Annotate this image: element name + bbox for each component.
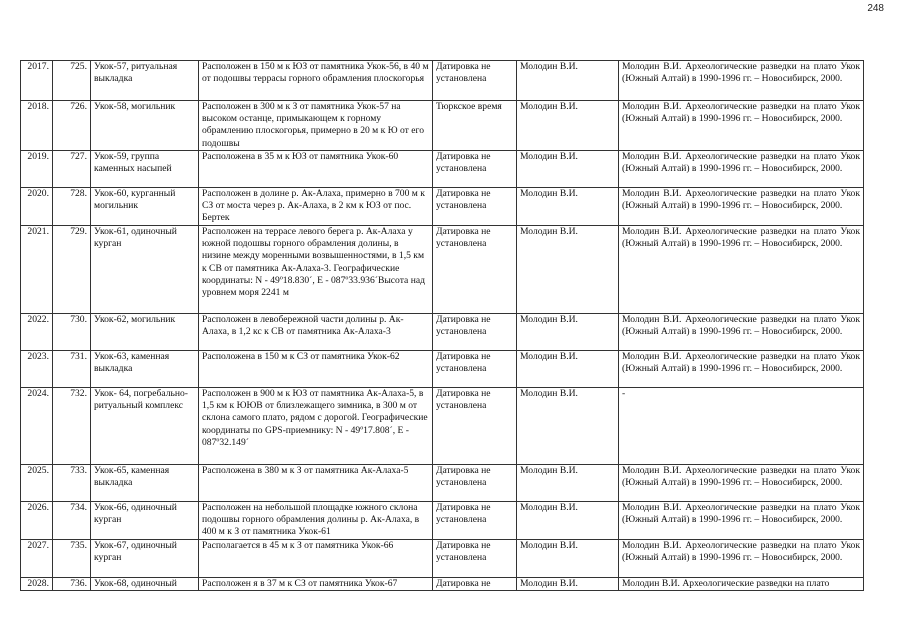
sub-number-cell: 729. (53, 226, 91, 314)
location-description-cell: Расположен в 150 м к ЮЗ от памятника Укок-56, в 40 м от подошвы террасы горного обрамления плоскогорья (199, 61, 433, 101)
row-number-cell: 2022. (21, 314, 53, 351)
table-row (21, 314, 864, 351)
location-description-cell: Расположен в долине р. Ак-Алаха, примерно в 700 м к СЗ от моста через р. Ак-Алаха, в 2 км к ЮЗ от пос. Бертек (199, 188, 433, 226)
monument-name-cell: Укок-61, одиночный курган (91, 226, 199, 314)
researcher-cell: Молодин В.И. (517, 540, 619, 578)
dating-cell: Датировка не (433, 578, 517, 591)
row-number-cell: 2025. (21, 465, 53, 502)
row-number-cell: 2018. (21, 101, 53, 151)
sub-number-cell: 731. (53, 351, 91, 388)
literature-reference-cell: Молодин В.И. Археологические разведки на плато Укок (Южный Алтай) в 1990-1996 гг. – Новосибирск, 2000. (619, 351, 864, 388)
dating-cell: Датировка не установлена (433, 351, 517, 388)
researcher-cell: Молодин В.И. (517, 61, 619, 101)
table-row (21, 388, 864, 465)
monument-name-cell: Укок-62, могильник (91, 314, 199, 351)
sub-number-cell: 733. (53, 465, 91, 502)
row-number-cell: 2019. (21, 151, 53, 188)
table-row (21, 351, 864, 388)
table-row (21, 465, 864, 502)
location-description-cell: Расположена в 35 м к ЮЗ от памятника Укок-60 (199, 151, 433, 188)
dating-cell: Датировка не установлена (433, 388, 517, 465)
table-body (21, 61, 864, 591)
row-number-cell: 2027. (21, 540, 53, 578)
monument-name-cell: Укок-67, одиночный курган (91, 540, 199, 578)
location-description-cell: Расположен в левобережной части долины р. Ак-Алаха, в 1,2 кс к СВ от памятника Ак-Алаха-3 (199, 314, 433, 351)
literature-reference-cell: Молодин В.И. Археологические разведки на плато Укок (Южный Алтай) в 1990-1996 гг. – Новосибирск, 2000. (619, 314, 864, 351)
monument-name-cell: Укок-63, каменная выкладка (91, 351, 199, 388)
dating-cell: Датировка не установлена (433, 188, 517, 226)
dating-cell: Тюркское время (433, 101, 517, 151)
row-number-cell: 2024. (21, 388, 53, 465)
literature-reference-cell: Молодин В.И. Археологические разведки на плато Укок (Южный Алтай) в 1990-1996 гг. – Новосибирск, 2000. (619, 151, 864, 188)
sub-number-cell: 726. (53, 101, 91, 151)
location-description-cell: Расположен в 300 м к З от памятника Укок-57 на высоком останце, примыкающем к горному обрамлению плоскогорья, примерно в 20 м к Ю от его подошвы (199, 101, 433, 151)
dating-cell: Датировка не установлена (433, 502, 517, 540)
location-description-cell: Расположена в 380 м к З от памятника Ак-Алаха-5 (199, 465, 433, 502)
location-description-cell: Расположен я в 37 м к СЗ от памятника Укок-67 (199, 578, 433, 591)
page-number: 248 (867, 3, 884, 14)
literature-reference-cell: Молодин В.И. Археологические разведки на плато Укок (Южный Алтай) в 1990-1996 гг. – Новосибирск, 2000. (619, 226, 864, 314)
sub-number-cell: 727. (53, 151, 91, 188)
sub-number-cell: 735. (53, 540, 91, 578)
literature-reference-cell: Молодин В.И. Археологические разведки на плато Укок (Южный Алтай) в 1990-1996 гг. – Новосибирск, 2000. (619, 502, 864, 540)
row-number-cell: 2028. (21, 578, 53, 591)
dating-cell: Датировка не установлена (433, 226, 517, 314)
table-row (21, 578, 864, 591)
dating-cell: Датировка не установлена (433, 540, 517, 578)
monument-name-cell: Укок-68, одиночный (91, 578, 199, 591)
sub-number-cell: 736. (53, 578, 91, 591)
sub-number-cell: 725. (53, 61, 91, 101)
location-description-cell: Расположен на небольшой площадке южного склона подошвы горного обрамления долины р. Ак-Алаха, в 400 м к З от памятника Укок-61 (199, 502, 433, 540)
literature-reference-cell: Молодин В.И. Археологические разведки на плато Укок (Южный Алтай) в 1990-1996 гг. – Новосибирск, 2000. (619, 188, 864, 226)
location-description-cell: Располагается в 45 м к З от памятника Укок-66 (199, 540, 433, 578)
table-row (21, 151, 864, 188)
dating-cell: Датировка не установлена (433, 314, 517, 351)
researcher-cell: Молодин В.И. (517, 101, 619, 151)
sub-number-cell: 730. (53, 314, 91, 351)
monument-name-cell: Укок-59, группа каменных насыпей (91, 151, 199, 188)
dating-cell: Датировка не установлена (433, 61, 517, 101)
researcher-cell: Молодин В.И. (517, 351, 619, 388)
row-number-cell: 2020. (21, 188, 53, 226)
dating-cell: Датировка не установлена (433, 151, 517, 188)
row-number-cell: 2021. (21, 226, 53, 314)
table-row (21, 101, 864, 151)
table-row (21, 61, 864, 101)
monument-name-cell: Укок-58, могильник (91, 101, 199, 151)
researcher-cell: Молодин В.И. (517, 502, 619, 540)
location-description-cell: Расположен в 900 м к ЮЗ от памятника Ак-Алаха-5, в 1,5 км к ЮЮВ от близлежащего зимника, в 300 м от склона самого плато, рядом с дорогой. Географические координаты по GPS-приемнику: N - 49º17.808´, E - 087º32.149´ (199, 388, 433, 465)
monuments-table (20, 60, 864, 591)
dating-cell: Датировка не установлена (433, 465, 517, 502)
table-row (21, 540, 864, 578)
researcher-cell: Молодин В.И. (517, 151, 619, 188)
sub-number-cell: 728. (53, 188, 91, 226)
location-description-cell: Расположен на террасе левого берега р. Ак-Алаха у южной подошвы горного обрамления долины, в низине между моренными возвышенностями, в 1,5 км к СВ от памятника Ак-Алаха-3. Географические координаты: N - 49º18.830´, E - 087º33.936´Высота над уровнем моря 2241 м (199, 226, 433, 314)
row-number-cell: 2023. (21, 351, 53, 388)
researcher-cell: Молодин В.И. (517, 388, 619, 465)
literature-reference-cell: Молодин В.И. Археологические разведки на плато Укок (Южный Алтай) в 1990-1996 гг. – Новосибирск, 2000. (619, 101, 864, 151)
researcher-cell: Молодин В.И. (517, 314, 619, 351)
row-number-cell: 2026. (21, 502, 53, 540)
location-description-cell: Расположена в 150 м к СЗ от памятника Укок-62 (199, 351, 433, 388)
table-row (21, 188, 864, 226)
row-number-cell: 2017. (21, 61, 53, 101)
monument-name-cell: Укок-60, курганный могильник (91, 188, 199, 226)
monument-name-cell: Укок-57, ритуальная выкладка (91, 61, 199, 101)
literature-reference-cell: Молодин В.И. Археологические разведки на плато Укок (Южный Алтай) в 1990-1996 гг. – Новосибирск, 2000. (619, 465, 864, 502)
literature-reference-cell: Молодин В.И. Археологические разведки на плато Укок (Южный Алтай) в 1990-1996 гг. – Новосибирск, 2000. (619, 540, 864, 578)
monument-name-cell: Укок-65, каменная выкладка (91, 465, 199, 502)
researcher-cell: Молодин В.И. (517, 226, 619, 314)
sub-number-cell: 732. (53, 388, 91, 465)
table-row (21, 226, 864, 314)
researcher-cell: Молодин В.И. (517, 578, 619, 591)
sub-number-cell: 734. (53, 502, 91, 540)
researcher-cell: Молодин В.И. (517, 465, 619, 502)
monument-name-cell: Укок- 64, погребально-ритуальный комплекс (91, 388, 199, 465)
monument-name-cell: Укок-66, одиночный курган (91, 502, 199, 540)
literature-reference-cell: Молодин В.И. Археологические разведки на плато Укок (Южный Алтай) в 1990-1996 гг. – Новосибирск, 2000. (619, 61, 864, 101)
literature-reference-cell: - (619, 388, 864, 465)
table-row (21, 502, 864, 540)
researcher-cell: Молодин В.И. (517, 188, 619, 226)
literature-reference-cell: Молодин В.И. Археологические разведки на плато (619, 578, 864, 591)
